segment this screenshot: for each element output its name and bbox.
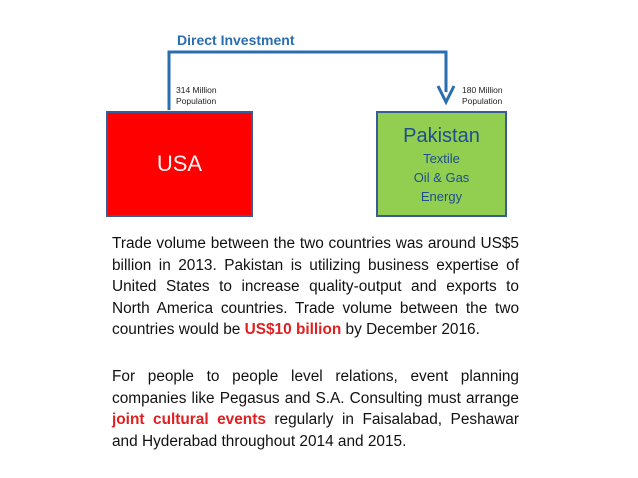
trade-volume-paragraph [112,233,519,341]
usa-population-label [176,85,217,107]
joint-events-highlight: joint cultural events [112,411,266,428]
pakistan-sector-energy: Energy [420,188,463,204]
usa-box [106,111,253,217]
pakistan-population-value: 180 Million [462,85,503,95]
pakistan-sector-oil-gas: Oil & Gas [413,169,470,185]
pakistan-population-label [462,85,503,107]
usa-country-name: USA [156,151,203,176]
events-text-after: regularly in Faisalabad, Peshawar and Hyderabad throughout 2014 and 2015. [112,411,519,450]
trade-text-after: by December 2016. [341,321,480,338]
pakistan-sector-textile: Textile [423,150,460,166]
pakistan-box [376,111,507,217]
pakistan-population-caption: Population [462,96,503,106]
pakistan-country-name: Pakistan [403,124,480,147]
direct-investment-heading: Direct Investment [177,32,295,48]
events-text-before: For people to people level relations, event planning companies like Pegasus and S.A. Consulting must arrange [112,368,519,407]
trade-target-highlight: US$10 billion [244,321,342,338]
usa-population-caption: Population [176,96,217,106]
usa-population-value: 314 Million [176,85,217,95]
trade-text-before: Trade volume between the two countries was around US$5 billion in 2013. Pakistan is utilizing business expertise of United States to increase quality-output and exports to North America countries. Trade volume between the two countries would be [112,235,519,338]
cultural-events-paragraph [112,366,519,452]
